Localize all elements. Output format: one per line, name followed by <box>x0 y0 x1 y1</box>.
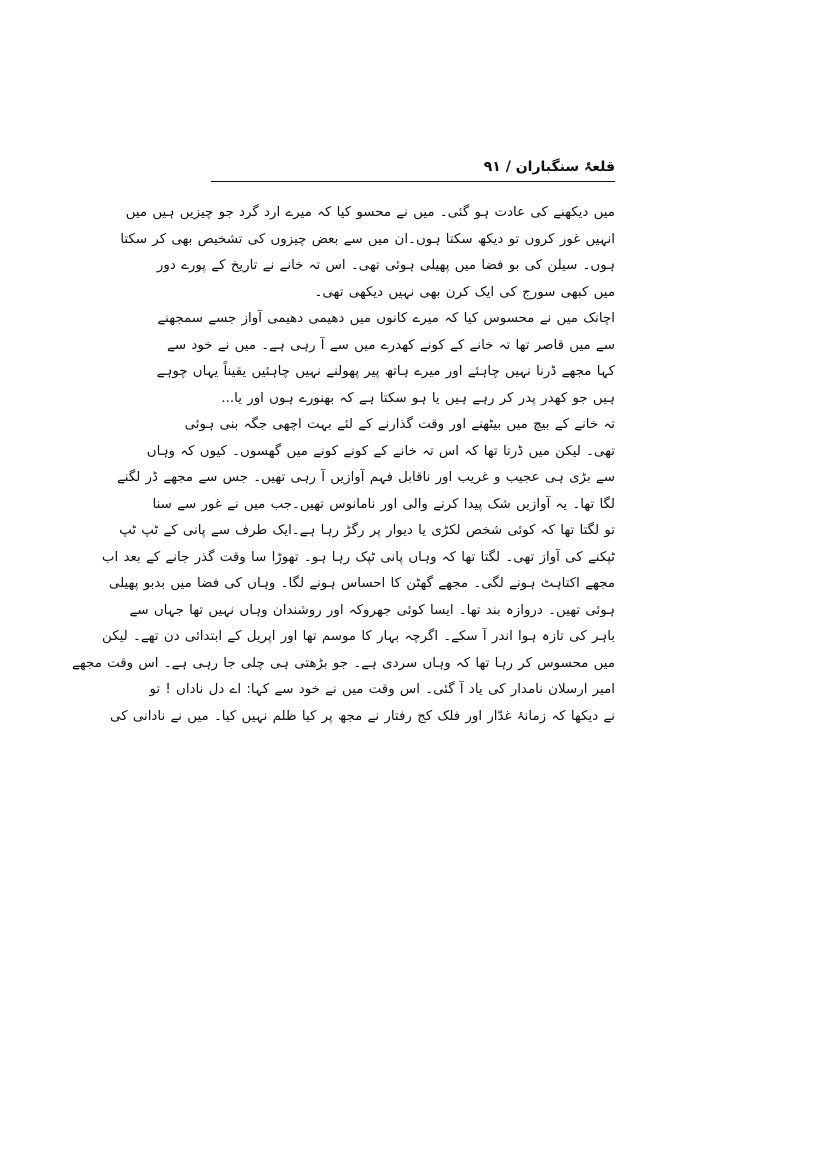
running-header-title: قلعۂ سنگباران / ۹۱ <box>483 159 615 175</box>
text-line: ہوئی تھیں۔ دروازہ بند تھا۔ ایسا کوئی جھروکہ اور روشندان وہاں نہیں تھا جہاں سے <box>129 602 615 618</box>
text-line: ہوں۔ سیلن کی بو فضا میں پھیلی ہوئی تھی۔ اس تہ خانے نے تاریخ کے پورے دور <box>156 258 615 273</box>
body-text <box>72 200 615 920</box>
text-line: ہیں جو کھدر پدر کر رہے ہیں یا ہو سکتا ہے کہ بھنورے ہوں اور یا... <box>221 390 615 406</box>
paragraph-3 <box>72 412 615 730</box>
text-line: کہا مجھے ڈرنا نہیں چاہئے اور میرے ہاتھ پیر پھولنے نہیں چاہئیں یقیناً یہاں چوہے <box>156 364 615 379</box>
text-line: نے دیکھا کہ زمانۂ غدّار اور فلک کج رفتار نے مجھ پر کیا ظلم نہیں کیا۔ میں نے نادانی کی <box>110 708 615 724</box>
text-line: میں دیکھنے کی عادت ہو گئی۔ میں نے محسو کیا کہ میرے ارد گرد جو چیزیں ہیں میں <box>125 205 615 220</box>
text-line: انہیں غور کروں تو دیکھ سکتا ہوں۔ان میں سے بعض چیزوں کی تشخیص بھی کر سکتا <box>120 231 615 247</box>
text-line: اچانک میں نے محسوس کیا کہ میرے کانوں میں دھیمی دھیمی آواز جسے سمجھنے <box>157 311 615 326</box>
text-line: سے بڑی ہی عجیب و غریب اور ناقابل فہم آوازیں آ رہی تھیں۔ جس سے مجھے ڈر لگنے <box>116 470 615 485</box>
text-line: میں کبھی سورج کی ایک کرن بھی نہیں دیکھی تھی۔ <box>314 284 615 300</box>
text-line: سے میں قاصر تھا تہ خانے کے کونے کھدرے میں سے آ رہی ہے۔ میں نے خود سے <box>167 337 615 353</box>
text-line: امیر ارسلان نامدار کی یاد آ گئی۔ اس وقت میں نے خود سے کہا: اے دل ناداں ! تو <box>149 682 615 697</box>
paragraph-2 <box>156 306 615 412</box>
text-line: مجھے اکتاہٹ ہونے لگی۔ مجھے گھٹن کا احساس ہونے لگا۔ وہاں کی فضا میں بدبو پھیلی <box>108 576 615 591</box>
running-header <box>211 156 615 186</box>
text-line: تھی۔ لیکن میں ڈرتا تھا کہ اس تہ خانے کے کونے کونے میں گھسوں۔ کیوں کہ وہاں <box>146 443 615 459</box>
text-line: تو لگتا تھا کہ کوئی شخص لکڑی یا دیوار پر رگڑ رہا ہے۔ایک طرف سے پانی کے ٹپ ٹپ <box>119 523 615 538</box>
text-line: باہر کی تازہ ہوا اندر آ سکے۔ اگرچہ بہار کا موسم تھا اور اپریل کے ابتدائی دن تھے۔ لیکن <box>102 629 615 644</box>
text-line: لگا تھا۔ یہ آوازیں شک پیدا کرنے والی اور نامانوس تھیں۔جب میں نے غور سے سنا <box>152 496 615 512</box>
paragraph-1 <box>120 200 615 306</box>
text-line: میں محسوس کر رہا تھا کہ وہاں سردی ہے۔ جو بڑھتی ہی چلی جا رہی ہے۔ اس وقت مجھے <box>72 655 615 671</box>
text-line: تہ خانے کے بیچ میں بیٹھنے اور وقت گذارنے کے لئے بہت اچھی جگہ بنی ہوئی <box>184 417 615 432</box>
text-line: ٹپکنے کی آواز تھی۔ لگتا تھا کہ وہاں پانی ٹپک رہا ہو۔ تھوڑا سا وقت گذر جانے کے بعد اب <box>101 549 615 565</box>
header-rule <box>211 181 615 182</box>
